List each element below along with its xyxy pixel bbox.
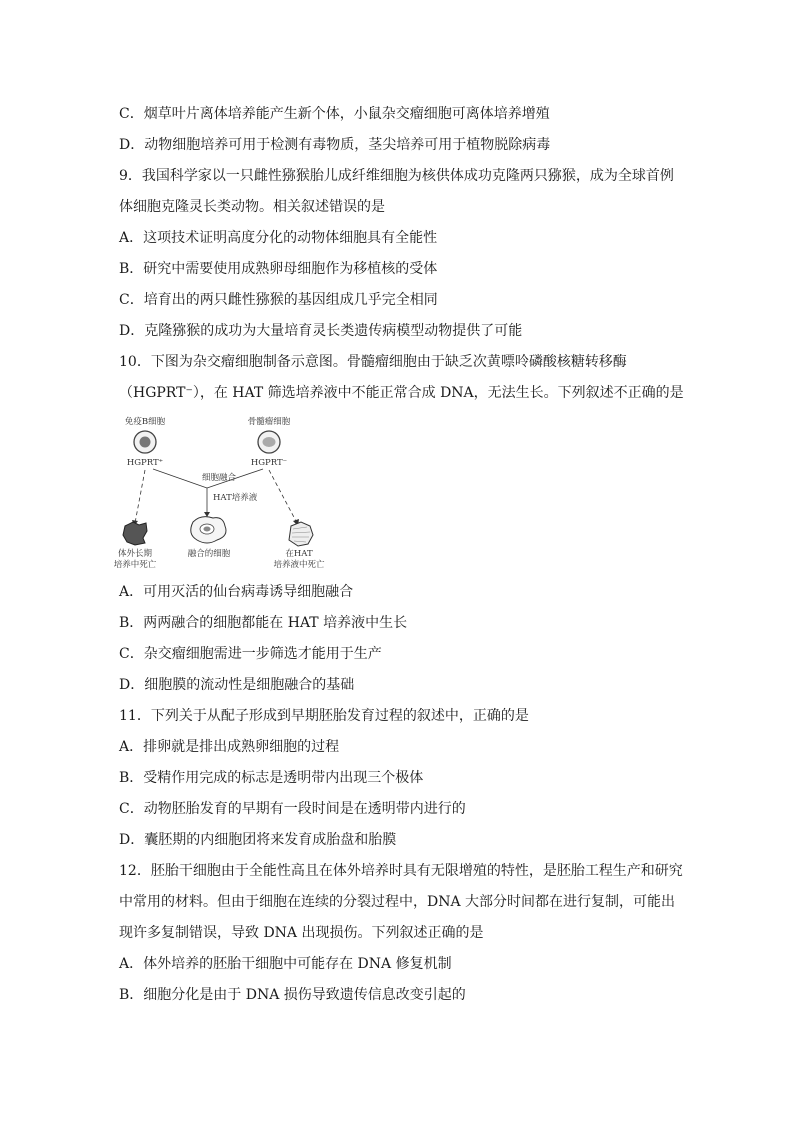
option-10c: C．杂交瘤细胞需进一步筛选才能用于生产 — [119, 646, 382, 662]
option-10b: B．两两融合的细胞都能在 HAT 培养液中生长 — [119, 615, 408, 631]
right-dashed-arrow — [269, 470, 297, 523]
option-11b: B．受精作用完成的标志是透明带内出现三个极体 — [119, 770, 424, 786]
left-dashed-arrow — [135, 470, 145, 523]
right-result-label-1: 在HAT — [285, 549, 313, 559]
option-11d: D．囊胚期的内细胞团将来发育成胎盘和胎膜 — [119, 832, 397, 848]
middle-result-label: 融合的细胞 — [187, 549, 231, 559]
myeloma-gene-label: HGPRT⁻ — [250, 458, 288, 468]
question-9-stem-line-1: 9．我国科学家以一只雌性猕猴胎儿成纤维细胞为核供体成功克隆两只猕猴，成为全球首例 — [119, 168, 674, 184]
option-9d: D．克隆猕猴的成功为大量培育灵长类遗传病模型动物提供了可能 — [119, 323, 523, 339]
option-11a: A．排卵就是排出成熟卵细胞的过程 — [119, 739, 340, 755]
fusion-line-left — [153, 469, 207, 488]
hat-medium-label: HAT培养液 — [213, 493, 258, 503]
fused-cell-icon — [191, 517, 226, 543]
myeloma-cell-label: 骨髓瘤细胞 — [247, 417, 291, 427]
question-9-stem-line-2: 体细胞克隆灵长类动物。相关叙述错误的是 — [119, 199, 385, 215]
option-10d: D．细胞膜的流动性是细胞融合的基础 — [119, 677, 355, 693]
b-cell-label: 免疫B细胞 — [124, 417, 166, 427]
option-8c: C．烟草叶片离体培养能产生新个体，小鼠杂交瘤细胞可离体培养增殖 — [119, 106, 550, 122]
option-12b: B．细胞分化是由于 DNA 损伤导致遗传信息改变引起的 — [119, 987, 466, 1003]
left-result-label-1: 体外长期 — [117, 549, 153, 559]
option-9c: C．培育出的两只雌性猕猴的基因组成几乎完全相同 — [119, 292, 438, 308]
dead-myeloma-cell-icon — [289, 522, 313, 546]
fusion-label: 细胞融合 — [201, 473, 237, 483]
b-cell-gene-label: HGPRT⁺ — [126, 458, 164, 468]
question-12-stem-line-1: 12．胚胎干细胞由于全能性高且在体外培养时具有无限增殖的特性，是胚胎工程生产和研究 — [119, 863, 683, 879]
option-11c: C．动物胚胎发育的早期有一段时间是在透明带内进行的 — [119, 801, 466, 817]
right-result-label-2: 培养液中死亡 — [273, 560, 325, 570]
option-10a: A．可用灭活的仙台病毒诱导细胞融合 — [119, 584, 354, 600]
hybridoma-diagram — [113, 408, 325, 572]
question-10-stem-line-1: 10．下图为杂交瘤细胞制备示意图。骨髓瘤细胞由于缺乏次黄嘌呤磷酸核糖转移酶 — [119, 354, 627, 370]
option-8d: D．动物细胞培养可用于检测有毒物质，茎尖培养可用于植物脱除病毒 — [119, 137, 551, 153]
myeloma-cell-icon — [258, 431, 280, 453]
left-result-label-2: 培养中死亡 — [113, 560, 157, 570]
question-10-stem-line-2: （HGPRT⁻），在 HAT 筛选培养液中不能正常合成 DNA，无法生长。下列叙述不正确的是 — [119, 385, 684, 401]
option-9b: B．研究中需要使用成熟卵母细胞作为移植核的受体 — [119, 261, 438, 277]
question-12-stem-line-2: 中常用的材料。但由于细胞在连续的分裂过程中，DNA 大部分时间都在进行复制，可能出 — [119, 894, 676, 910]
b-cell-icon — [134, 431, 156, 453]
question-12-stem-line-3: 现许多复制错误，导致 DNA 出现损伤。下列叙述正确的是 — [119, 925, 484, 941]
option-9a: A．这项技术证明高度分化的动物体细胞具有全能性 — [119, 230, 438, 246]
option-12a: A．体外培养的胚胎干细胞中可能存在 DNA 修复机制 — [119, 956, 452, 972]
question-11-stem: 11．下列关于从配子形成到早期胚胎发育过程的叙述中，正确的是 — [119, 708, 529, 724]
dead-b-cell-icon — [123, 522, 147, 545]
